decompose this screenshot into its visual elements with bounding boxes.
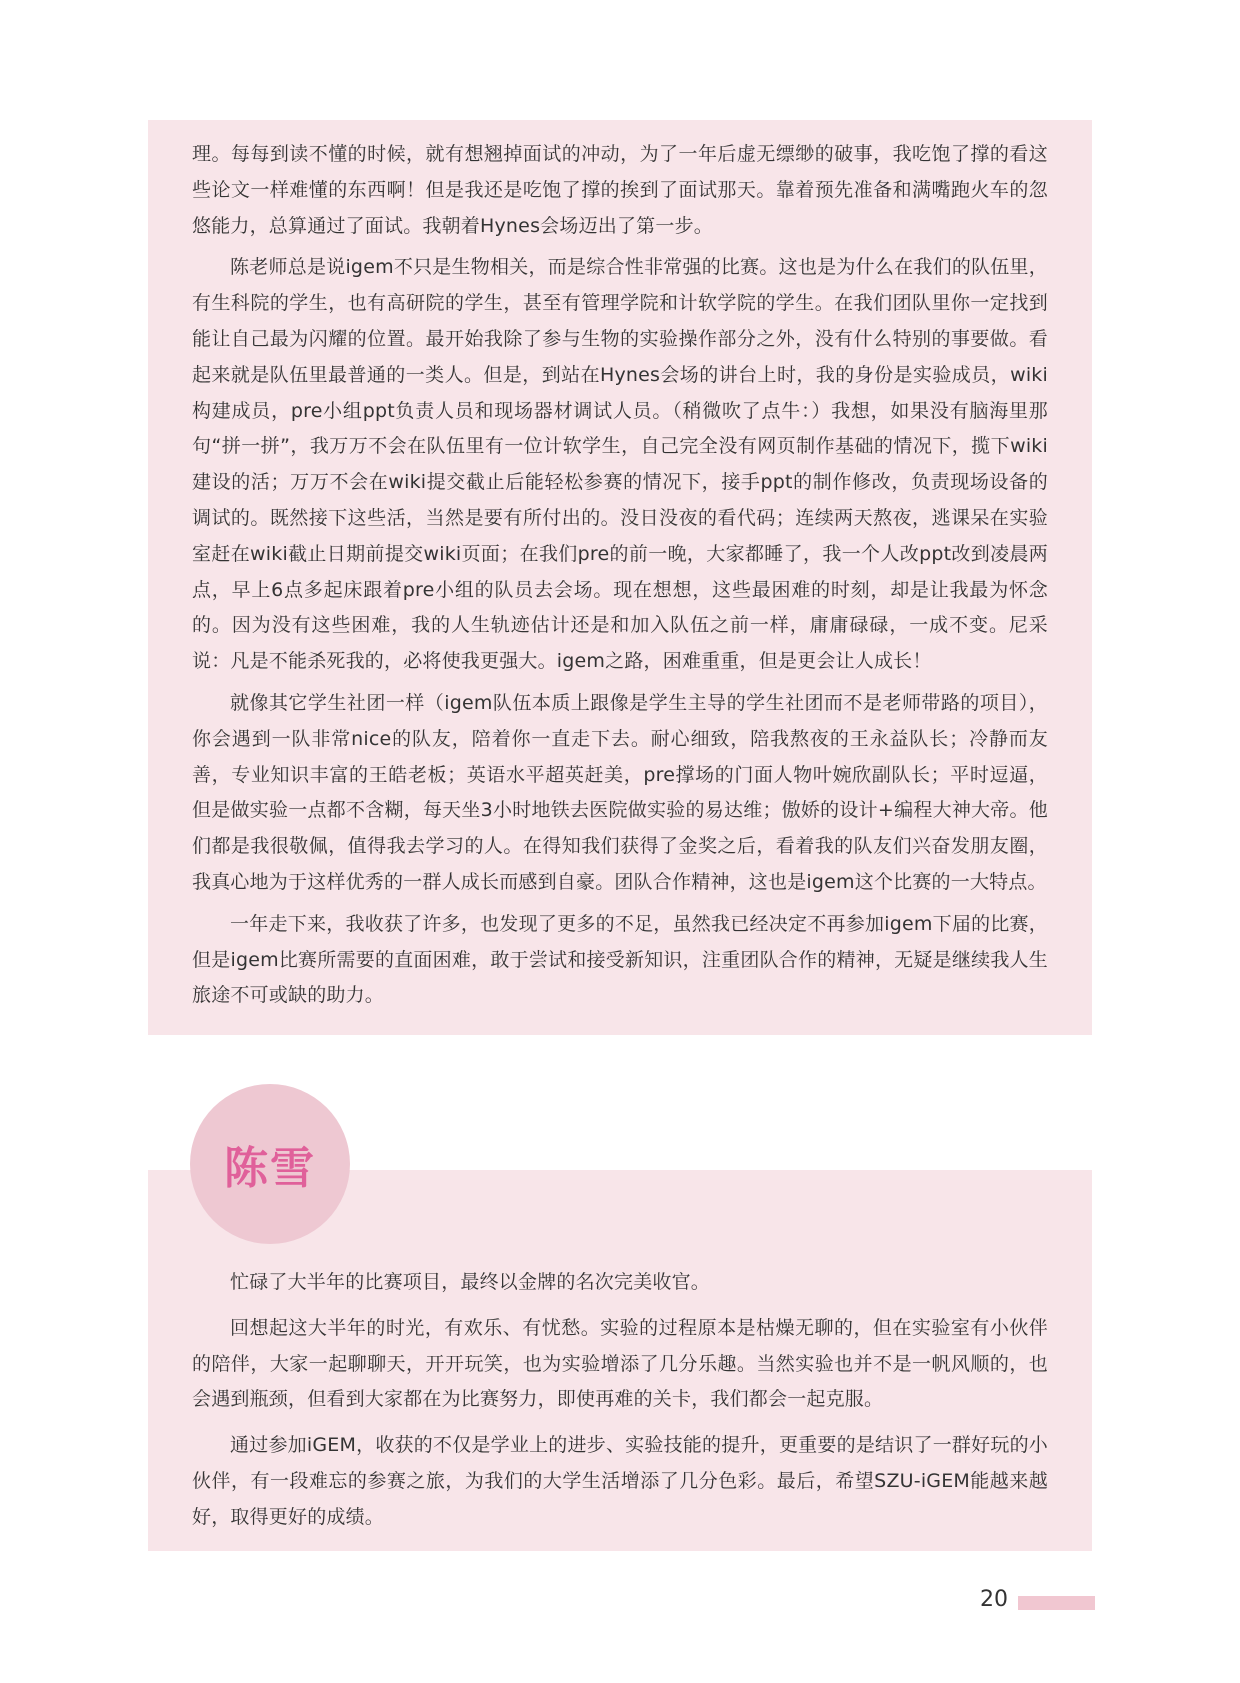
top-text-panel — [148, 120, 1092, 1035]
page-number: 20 — [980, 1587, 1008, 1612]
paragraph: 就像其它学生社团一样（igem队伍本质上跟像是学生主导的学生社团而不是老师带路的项目），你会遇到一队非常nice的队友，陪着你一直走下去。耐心细致，陪我熬夜的王永益队长；冷静而友善，专业知识丰富的王皓老板；英语水平超英赶美，pre撑场的门面人物叶婉欣副队长；平时逗逼，但是做实验一点都不含糊，每天坐3小时地铁去医院做实验的易达维；傲娇的设计+编程大神大帝。他们都是我很敬佩，值得我去学习的人。在得知我们获得了金奖之后，看着我的队友们兴奋发朋友圈，我真心地为于这样优秀的一群人成长而感到自豪。团队合作精神，这也是igem这个比赛的一大特点。 — [192, 691, 1048, 893]
paragraph: 通过参加iGEM，收获的不仅是学业上的进步、实验技能的提升，更重要的是结识了一群好玩的小伙伴，有一段难忘的参赛之旅，为我们的大学生活增添了几分色彩。最后，希望SZU-iGEM能越来越好，取得更好的成绩。 — [192, 1434, 1048, 1528]
paragraph: 一年走下来，我收获了许多，也发现了更多的不足，虽然我已经决定不再参加igem下届的比赛，但是igem比赛所需要的直面困难，敢于尝试和接受新知识，注重团队合作的精神，无疑是继续我人生旅途不可或缺的助力。 — [192, 912, 1048, 1007]
author-name-badge — [190, 1084, 350, 1244]
paragraph: 陈老师总是说igem不只是生物相关，而是综合性非常强的比赛。这也是为什么在我们的队伍里，有生科院的学生，也有高研院的学生，甚至有管理学院和计软学院的学生。在我们团队里你一定找到能让自己最为闪耀的位置。最开始我除了参与生物的实验操作部分之外，没有什么特别的事要做。看起来就是队伍里最普通的一类人。但是，到站在Hynes会场的讲台上时，我的身份是实验成员，wiki构建成员，pre小组ppt负责人员和现场器材调试人员。（稍微吹了点牛：）我想，如果没有脑海里那句“拼一拼”，我万万不会在队伍里有一位计软学生，自己完全没有网页制作基础的情况下，揽下wiki建设的活；万万不会在wiki提交截止后能轻松参赛的情况下，接手ppt的制作修改，负责现场设备的调试的。既然接下这些活，当然是要有所付出的。没日没夜的看代码；连续两天熬夜，逃课呆在实验室赶在wiki截止日期前提交wiki页面；在我们pre的前一晚，大家都睡了，我一个人改ppt改到凌晨两点，早上6点多起床跟着pre小组的队员去会场。现在想想，这些最困难的时刻，却是让我最为怀念的。因为没有这些困难，我的人生轨迹估计还是和加入队伍之前一样，庸庸碌碌，一成不变。尼采说：凡是不能杀死我的，必将使我更强大。igem之路，困难重重，但是更会让人成长！ — [192, 256, 1048, 673]
paragraph: 忙碌了大半年的比赛项目，最终以金牌的名次完美收官。 — [230, 1271, 711, 1293]
author-name: 陈雪 — [224, 1143, 316, 1194]
page-number-bar — [1018, 1596, 1095, 1610]
paragraph: 理。每每到读不懂的时候，就有想翘掉面试的冲动，为了一年后虚无缥缈的破事，我吃饱了撑的看这些论文一样难懂的东西啊！但是我还是吃饱了撑的挨到了面试那天。靠着预先准备和满嘴跑火车的忽悠能力，总算通过了面试。我朝着Hynes会场迈出了第一步。 — [192, 143, 1048, 237]
paragraph: 回想起这大半年的时光，有欢乐、有忧愁。实验的过程原本是枯燥无聊的，但在实验室有小伙伴的陪伴，大家一起聊聊天，开开玩笑，也为实验增添了几分乐趣。当然实验也并不是一帆风顺的，也会遇到瓶颈，但看到大家都在为比赛努力，即使再难的关卡，我们都会一起克服。 — [192, 1316, 1048, 1411]
